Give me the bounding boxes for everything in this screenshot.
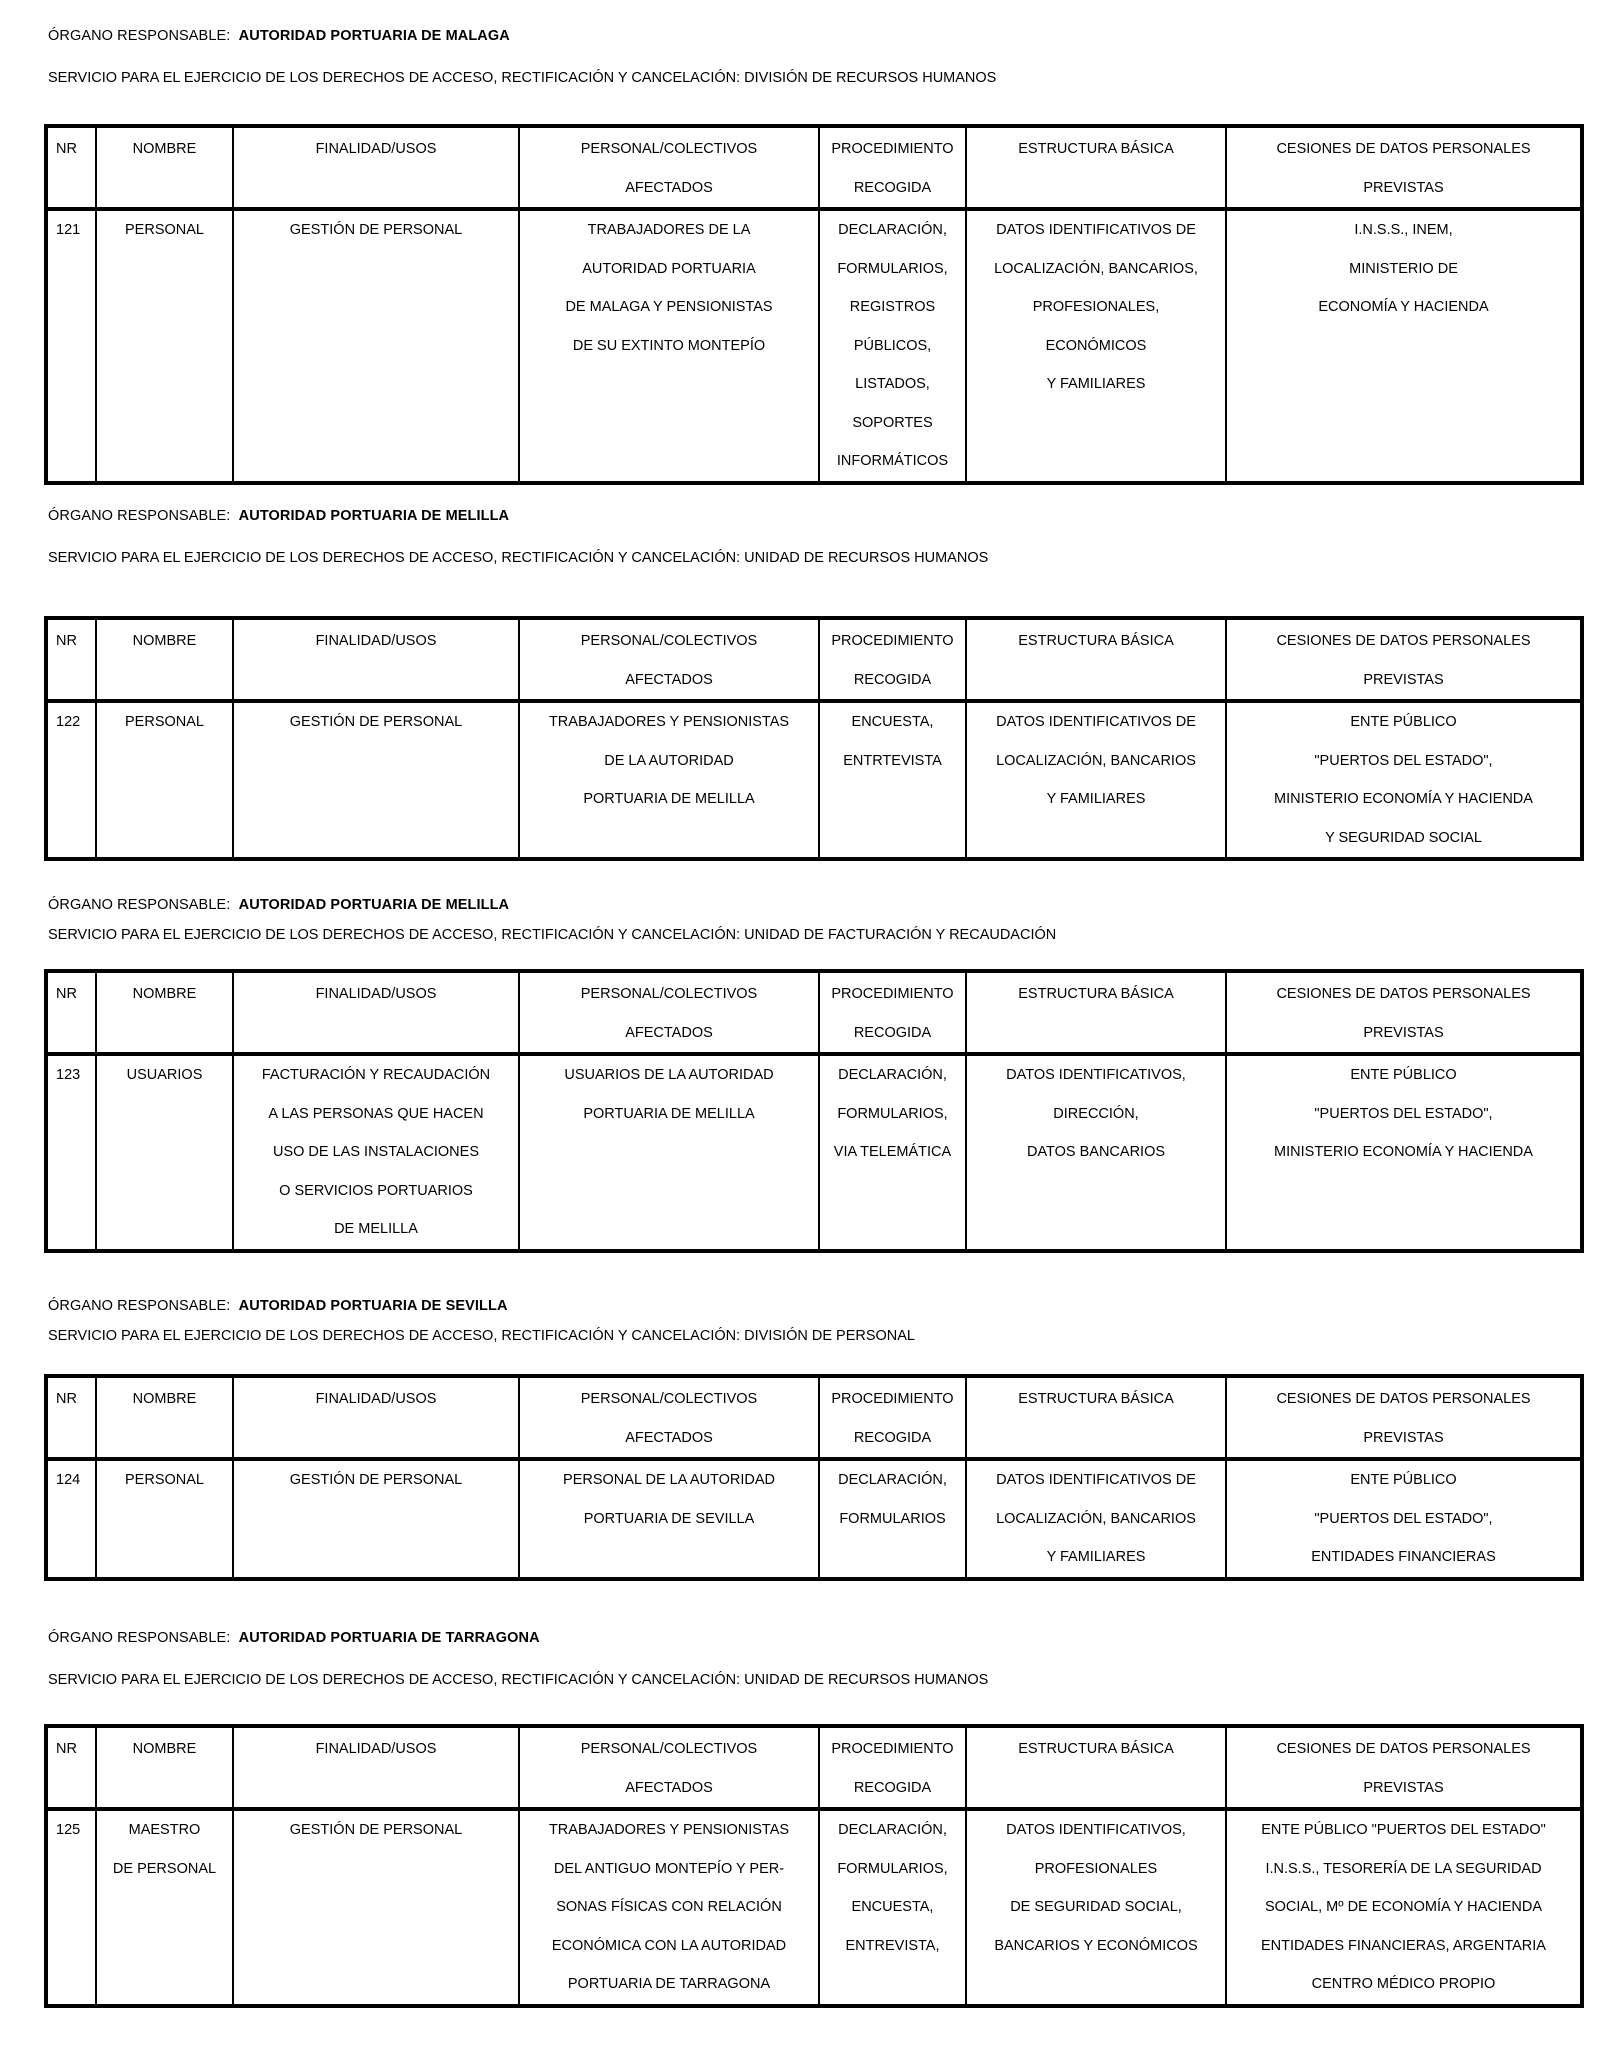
cell-nombre-line: PERSONAL [125, 222, 204, 238]
header-nr [46, 1726, 96, 1809]
header-procedimiento-line: RECOGIDA [853, 1024, 932, 1041]
header-procedimiento-line: RECOGIDA [853, 179, 932, 196]
cell-finalidad-line: FACTURACIÓN Y RECAUDACIÓN [261, 1067, 491, 1083]
header-finalidad-line: FINALIDAD/USOS [315, 986, 437, 1002]
servicio-derechos [48, 1672, 988, 1688]
cell-cesiones [1226, 1459, 1582, 1579]
header-nr-line: NR [56, 141, 77, 157]
cell-procedimiento-line: INFORMÁTICOS [836, 453, 949, 469]
servicio-derechos [48, 927, 1056, 943]
header-procedimiento-line: PROCEDIMIENTO [831, 986, 954, 1002]
cell-estructura-line: DE SEGURIDAD SOCIAL, [1010, 1899, 1182, 1915]
header-nombre-line: NOMBRE [132, 1741, 197, 1757]
cell-procedimiento-line: FORMULARIOS, [837, 1105, 948, 1122]
cell-estructura-line: BANCARIOS Y ECONÓMICOS [994, 1937, 1198, 1954]
cell-cesiones-line: ENTE PÚBLICO [1350, 714, 1457, 730]
header-cesiones-line: PREVISTAS [1363, 179, 1444, 196]
header-personal-line: PERSONAL/COLECTIVOS [580, 986, 758, 1002]
cell-estructura [966, 1054, 1226, 1251]
header-estructura [966, 126, 1226, 209]
organo-value: AUTORIDAD PORTUARIA DE MELILLA [238, 508, 510, 524]
header-nombre [96, 1726, 233, 1809]
cell-procedimiento [819, 1054, 966, 1251]
cell-procedimiento-line: ENCUESTA, [851, 714, 934, 730]
cell-estructura-line: Y FAMILIARES [1046, 791, 1146, 807]
cell-cesiones [1226, 209, 1582, 483]
header-nr [46, 971, 96, 1054]
header-estructura [966, 971, 1226, 1054]
header-estructura-line: ESTRUCTURA BÁSICA [1018, 141, 1174, 157]
cell-cesiones-line: ECONOMÍA Y HACIENDA [1318, 299, 1489, 315]
header-procedimiento [819, 126, 966, 209]
register-table [44, 616, 1584, 861]
table-header-row [46, 1726, 1582, 1809]
cell-personal [519, 701, 819, 859]
table-row [46, 1809, 1582, 2006]
header-finalidad [233, 1726, 519, 1809]
cell-personal-line: DE MALAGA Y PENSIONISTAS [565, 299, 773, 315]
cell-personal-line: PORTUARIA DE MELILLA [583, 791, 755, 807]
servicio-value: DIVISIÓN DE RECURSOS HUMANOS [744, 70, 997, 86]
header-nombre [96, 618, 233, 701]
cell-procedimiento-line: SOPORTES [852, 414, 933, 431]
cell-finalidad-line: GESTIÓN DE PERSONAL [289, 1822, 463, 1838]
cell-finalidad [233, 701, 519, 859]
cell-cesiones [1226, 1054, 1582, 1251]
cell-estructura-line: Y FAMILIARES [1046, 376, 1146, 392]
cell-nr-line: 123 [56, 1067, 81, 1083]
cell-nombre-line: PERSONAL [125, 714, 204, 730]
cell-nr [46, 1809, 96, 2006]
cell-procedimiento-line: ENTREVISTA, [845, 1937, 940, 1954]
header-personal [519, 618, 819, 701]
cell-cesiones-line: "PUERTOS DEL ESTADO", [1314, 752, 1493, 769]
cell-cesiones [1226, 701, 1582, 859]
header-finalidad-line: FINALIDAD/USOS [315, 1391, 437, 1407]
organo-responsable [48, 28, 510, 44]
cell-procedimiento-line: DECLARACIÓN, [838, 1067, 947, 1083]
organo-responsable [48, 508, 509, 524]
cell-personal [519, 1459, 819, 1579]
servicio-value: UNIDAD DE RECURSOS HUMANOS [744, 550, 989, 566]
servicio-value: UNIDAD DE RECURSOS HUMANOS [744, 1672, 989, 1688]
organo-value: AUTORIDAD PORTUARIA DE MELILLA [238, 897, 510, 913]
cell-cesiones-line: ENTE PÚBLICO [1350, 1067, 1457, 1083]
cell-nombre [96, 1054, 233, 1251]
header-procedimiento [819, 1726, 966, 1809]
cell-nombre-line: MAESTRO [128, 1822, 201, 1838]
header-estructura [966, 1726, 1226, 1809]
organo-label: ÓRGANO RESPONSABLE: [48, 1630, 231, 1646]
header-cesiones-line: PREVISTAS [1363, 671, 1444, 688]
header-procedimiento-line: PROCEDIMIENTO [831, 1391, 954, 1407]
cell-nr-line: 125 [56, 1822, 81, 1838]
cell-estructura-line: LOCALIZACIÓN, BANCARIOS [996, 752, 1196, 769]
header-cesiones-line: CESIONES DE DATOS PERSONALES [1276, 1391, 1531, 1407]
cell-cesiones-line: MINISTERIO DE [1349, 260, 1458, 277]
cell-estructura-line: PROFESIONALES [1034, 1860, 1158, 1877]
table-row [46, 209, 1582, 483]
header-procedimiento-line: RECOGIDA [853, 1779, 932, 1796]
header-procedimiento [819, 1376, 966, 1459]
cell-personal [519, 1809, 819, 2006]
servicio-prefix: SERVICIO PARA EL EJERCICIO DE LOS DERECHOS DE ACCESO, RECTIFICACIÓN Y CANCELACIÓN: [48, 1672, 741, 1688]
servicio-derechos [48, 1328, 915, 1344]
header-procedimiento-line: PROCEDIMIENTO [831, 141, 954, 157]
header-nr-line: NR [56, 633, 77, 649]
header-finalidad [233, 618, 519, 701]
header-nombre [96, 1376, 233, 1459]
cell-nombre-line: USUARIOS [126, 1067, 203, 1083]
cell-estructura-line: ECONÓMICOS [1045, 337, 1147, 354]
cell-cesiones-line: SOCIAL, Mº DE ECONOMÍA Y HACIENDA [1264, 1899, 1543, 1915]
organo-responsable [48, 1630, 540, 1646]
cell-estructura [966, 701, 1226, 859]
cell-estructura-line: DATOS IDENTIFICATIVOS DE [996, 1472, 1196, 1488]
header-estructura-line: ESTRUCTURA BÁSICA [1018, 633, 1174, 649]
cell-procedimiento [819, 1809, 966, 2006]
organo-responsable [48, 1298, 508, 1314]
cell-cesiones-line: ENTIDADES FINANCIERAS [1311, 1549, 1496, 1565]
servicio-derechos [48, 70, 996, 86]
header-cesiones [1226, 618, 1582, 701]
cell-procedimiento-line: VIA TELEMÁTICA [833, 1144, 952, 1160]
header-personal-line: AFECTADOS [625, 1779, 713, 1796]
header-estructura-line: ESTRUCTURA BÁSICA [1018, 1741, 1174, 1757]
header-cesiones-line: CESIONES DE DATOS PERSONALES [1276, 1741, 1531, 1757]
header-nr-line: NR [56, 1391, 77, 1407]
servicio-prefix: SERVICIO PARA EL EJERCICIO DE LOS DERECHOS DE ACCESO, RECTIFICACIÓN Y CANCELACIÓN: [48, 1328, 741, 1344]
cell-cesiones-line: ENTIDADES FINANCIERAS, ARGENTARIA [1261, 1937, 1546, 1954]
servicio-value: UNIDAD DE FACTURACIÓN Y RECAUDACIÓN [744, 927, 1057, 943]
servicio-derechos [48, 550, 988, 566]
table-header-row [46, 126, 1582, 209]
header-finalidad-line: FINALIDAD/USOS [315, 633, 437, 649]
cell-personal [519, 1054, 819, 1251]
header-personal-line: AFECTADOS [625, 1429, 713, 1446]
cell-finalidad-line: O SERVICIOS PORTUARIOS [279, 1182, 473, 1199]
cell-personal-line: TRABAJADORES Y PENSIONISTAS [548, 714, 790, 730]
cell-personal [519, 209, 819, 483]
header-nombre [96, 971, 233, 1054]
cell-estructura-line: LOCALIZACIÓN, BANCARIOS [996, 1510, 1196, 1527]
cell-procedimiento-line: FORMULARIOS, [837, 260, 948, 277]
servicio-prefix: SERVICIO PARA EL EJERCICIO DE LOS DERECHOS DE ACCESO, RECTIFICACIÓN Y CANCELACIÓN: [48, 70, 741, 86]
cell-nombre-line: DE PERSONAL [112, 1860, 217, 1877]
cell-cesiones-line: "PUERTOS DEL ESTADO", [1314, 1510, 1493, 1527]
cell-finalidad-line: GESTIÓN DE PERSONAL [289, 222, 463, 238]
cell-estructura [966, 1459, 1226, 1579]
header-estructura [966, 618, 1226, 701]
header-personal-line: PERSONAL/COLECTIVOS [580, 1741, 758, 1757]
cell-personal-line: DE SU EXTINTO MONTEPÍO [572, 337, 766, 354]
cell-personal-line: DE LA AUTORIDAD [604, 752, 734, 769]
cell-nombre [96, 209, 233, 483]
cell-nr [46, 209, 96, 483]
cell-procedimiento-line: FORMULARIOS [839, 1510, 946, 1527]
cell-nr [46, 1054, 96, 1251]
table-row [46, 1054, 1582, 1251]
cell-procedimiento-line: PÚBLICOS, [853, 337, 932, 354]
cell-cesiones-line: Y SEGURIDAD SOCIAL [1325, 829, 1482, 846]
cell-finalidad [233, 209, 519, 483]
header-cesiones-line: PREVISTAS [1363, 1779, 1444, 1796]
header-estructura [966, 1376, 1226, 1459]
header-personal-line: PERSONAL/COLECTIVOS [580, 633, 758, 649]
header-estructura-line: ESTRUCTURA BÁSICA [1018, 986, 1174, 1002]
header-procedimiento [819, 618, 966, 701]
table-header-row [46, 618, 1582, 701]
header-cesiones-line: PREVISTAS [1363, 1429, 1444, 1446]
organo-label: ÓRGANO RESPONSABLE: [48, 508, 231, 524]
table-row [46, 1459, 1582, 1579]
cell-nombre-line: PERSONAL [125, 1472, 204, 1488]
organo-label: ÓRGANO RESPONSABLE: [48, 897, 231, 913]
header-finalidad [233, 1376, 519, 1459]
cell-finalidad-line: A LAS PERSONAS QUE HACEN [268, 1105, 484, 1122]
cell-procedimiento [819, 1459, 966, 1579]
cell-procedimiento-line: ENCUESTA, [851, 1899, 934, 1915]
cell-estructura-line: PROFESIONALES, [1032, 299, 1160, 315]
cell-personal-line: PERSONAL DE LA AUTORIDAD [563, 1472, 775, 1488]
cell-finalidad-line: GESTIÓN DE PERSONAL [289, 1472, 463, 1488]
cell-procedimiento-line: ENTRTEVISTA [843, 752, 942, 769]
header-procedimiento-line: RECOGIDA [853, 671, 932, 688]
cell-nr [46, 1459, 96, 1579]
header-nr-line: NR [56, 986, 77, 1002]
header-personal [519, 1376, 819, 1459]
cell-personal-line: ECONÓMICA CON LA AUTORIDAD [551, 1937, 787, 1954]
header-cesiones-line: CESIONES DE DATOS PERSONALES [1276, 633, 1531, 649]
table-row [46, 701, 1582, 859]
cell-estructura [966, 1809, 1226, 2006]
cell-personal-line: PORTUARIA DE TARRAGONA [567, 1976, 771, 1992]
cell-procedimiento-line: DECLARACIÓN, [838, 1472, 947, 1488]
table-header-row [46, 1376, 1582, 1459]
cell-cesiones [1226, 1809, 1582, 2006]
cell-estructura-line: LOCALIZACIÓN, BANCARIOS, [994, 260, 1198, 277]
cell-nombre [96, 701, 233, 859]
cell-procedimiento-line: LISTADOS, [855, 376, 930, 392]
cell-procedimiento-line: REGISTROS [849, 299, 936, 315]
header-personal [519, 1726, 819, 1809]
cell-estructura [966, 209, 1226, 483]
cell-cesiones-line: ENTE PÚBLICO [1350, 1472, 1457, 1488]
cell-nr-line: 122 [56, 714, 81, 730]
header-nombre-line: NOMBRE [132, 986, 197, 1002]
header-cesiones [1226, 1376, 1582, 1459]
cell-finalidad-line: DE MELILLA [334, 1221, 418, 1237]
header-finalidad [233, 971, 519, 1054]
cell-estructura-line: DIRECCIÓN, [1053, 1105, 1139, 1122]
header-nombre [96, 126, 233, 209]
header-nombre-line: NOMBRE [132, 1391, 197, 1407]
cell-personal-line: TRABAJADORES DE LA [587, 222, 751, 238]
cell-procedimiento [819, 701, 966, 859]
cell-nombre [96, 1809, 233, 2006]
cell-estructura-line: DATOS IDENTIFICATIVOS DE [996, 222, 1196, 238]
cell-estructura-line: DATOS IDENTIFICATIVOS DE [996, 714, 1196, 730]
header-personal-line: AFECTADOS [625, 671, 713, 688]
cell-personal-line: DEL ANTIGUO MONTEPÍO Y PER- [553, 1860, 785, 1877]
servicio-prefix: SERVICIO PARA EL EJERCICIO DE LOS DERECHOS DE ACCESO, RECTIFICACIÓN Y CANCELACIÓN: [48, 927, 741, 943]
header-cesiones [1226, 126, 1582, 209]
cell-personal-line: PORTUARIA DE MELILLA [583, 1105, 755, 1122]
header-cesiones [1226, 1726, 1582, 1809]
cell-procedimiento [819, 209, 966, 483]
cell-estructura-line: DATOS BANCARIOS [1026, 1144, 1166, 1160]
cell-procedimiento-line: DECLARACIÓN, [838, 1822, 947, 1838]
cell-nr-line: 124 [56, 1472, 81, 1488]
organo-responsable [48, 897, 509, 913]
cell-personal-line: TRABAJADORES Y PENSIONISTAS [548, 1822, 790, 1838]
header-estructura-line: ESTRUCTURA BÁSICA [1018, 1391, 1174, 1407]
cell-cesiones-line: MINISTERIO ECONOMÍA Y HACIENDA [1274, 1144, 1533, 1160]
cell-estructura-line: Y FAMILIARES [1046, 1549, 1146, 1565]
cell-finalidad [233, 1809, 519, 2006]
header-nr [46, 1376, 96, 1459]
header-personal [519, 971, 819, 1054]
register-table [44, 969, 1584, 1253]
header-nombre-line: NOMBRE [132, 141, 197, 157]
organo-label: ÓRGANO RESPONSABLE: [48, 1298, 231, 1314]
register-table [44, 1374, 1584, 1581]
cell-nr-line: 121 [56, 222, 81, 238]
cell-nr [46, 701, 96, 859]
cell-procedimiento-line: FORMULARIOS, [837, 1860, 948, 1877]
header-finalidad [233, 126, 519, 209]
header-cesiones-line: PREVISTAS [1363, 1024, 1444, 1041]
servicio-value: DIVISIÓN DE PERSONAL [744, 1328, 915, 1344]
cell-estructura-line: DATOS IDENTIFICATIVOS, [1006, 1822, 1186, 1838]
header-cesiones-line: CESIONES DE DATOS PERSONALES [1276, 986, 1531, 1002]
cell-cesiones-line: ENTE PÚBLICO "PUERTOS DEL ESTADO" [1261, 1822, 1546, 1838]
organo-label: ÓRGANO RESPONSABLE: [48, 28, 231, 44]
cell-finalidad-line: GESTIÓN DE PERSONAL [289, 714, 463, 730]
organo-value: AUTORIDAD PORTUARIA DE SEVILLA [238, 1298, 508, 1314]
header-cesiones-line: CESIONES DE DATOS PERSONALES [1276, 141, 1531, 157]
header-personal-line: PERSONAL/COLECTIVOS [580, 141, 758, 157]
cell-cesiones-line: "PUERTOS DEL ESTADO", [1314, 1105, 1493, 1122]
header-nr-line: NR [56, 1741, 77, 1757]
cell-cesiones-line: MINISTERIO ECONOMÍA Y HACIENDA [1274, 791, 1533, 807]
cell-estructura-line: DATOS IDENTIFICATIVOS, [1006, 1067, 1186, 1083]
header-procedimiento-line: RECOGIDA [853, 1429, 932, 1446]
header-nombre-line: NOMBRE [132, 633, 197, 649]
cell-personal-line: SONAS FÍSICAS CON RELACIÓN [556, 1899, 782, 1915]
organo-value: AUTORIDAD PORTUARIA DE TARRAGONA [238, 1630, 540, 1646]
servicio-prefix: SERVICIO PARA EL EJERCICIO DE LOS DERECHOS DE ACCESO, RECTIFICACIÓN Y CANCELACIÓN: [48, 550, 741, 566]
header-personal-line: AFECTADOS [625, 179, 713, 196]
register-table [44, 1724, 1584, 2008]
cell-personal-line: AUTORIDAD PORTUARIA [582, 260, 756, 277]
header-nr [46, 618, 96, 701]
cell-personal-line: USUARIOS DE LA AUTORIDAD [564, 1067, 774, 1083]
cell-nombre [96, 1459, 233, 1579]
header-nr [46, 126, 96, 209]
cell-cesiones-line: I.N.S.S., TESORERÍA DE LA SEGURIDAD [1265, 1860, 1542, 1877]
header-procedimiento-line: PROCEDIMIENTO [831, 633, 954, 649]
header-personal [519, 126, 819, 209]
header-finalidad-line: FINALIDAD/USOS [315, 141, 437, 157]
cell-cesiones-line: I.N.S.S., INEM, [1354, 222, 1453, 238]
cell-finalidad [233, 1459, 519, 1579]
cell-personal-line: PORTUARIA DE SEVILLA [583, 1510, 755, 1527]
cell-finalidad-line: USO DE LAS INSTALACIONES [272, 1144, 479, 1160]
header-cesiones [1226, 971, 1582, 1054]
header-procedimiento [819, 971, 966, 1054]
cell-finalidad [233, 1054, 519, 1251]
register-table [44, 124, 1584, 485]
cell-cesiones-line: CENTRO MÉDICO PROPIO [1311, 1976, 1496, 1992]
header-personal-line: PERSONAL/COLECTIVOS [580, 1391, 758, 1407]
header-procedimiento-line: PROCEDIMIENTO [831, 1741, 954, 1757]
organo-value: AUTORIDAD PORTUARIA DE MALAGA [238, 28, 510, 44]
cell-procedimiento-line: DECLARACIÓN, [838, 222, 947, 238]
header-personal-line: AFECTADOS [625, 1024, 713, 1041]
header-finalidad-line: FINALIDAD/USOS [315, 1741, 437, 1757]
table-header-row [46, 971, 1582, 1054]
